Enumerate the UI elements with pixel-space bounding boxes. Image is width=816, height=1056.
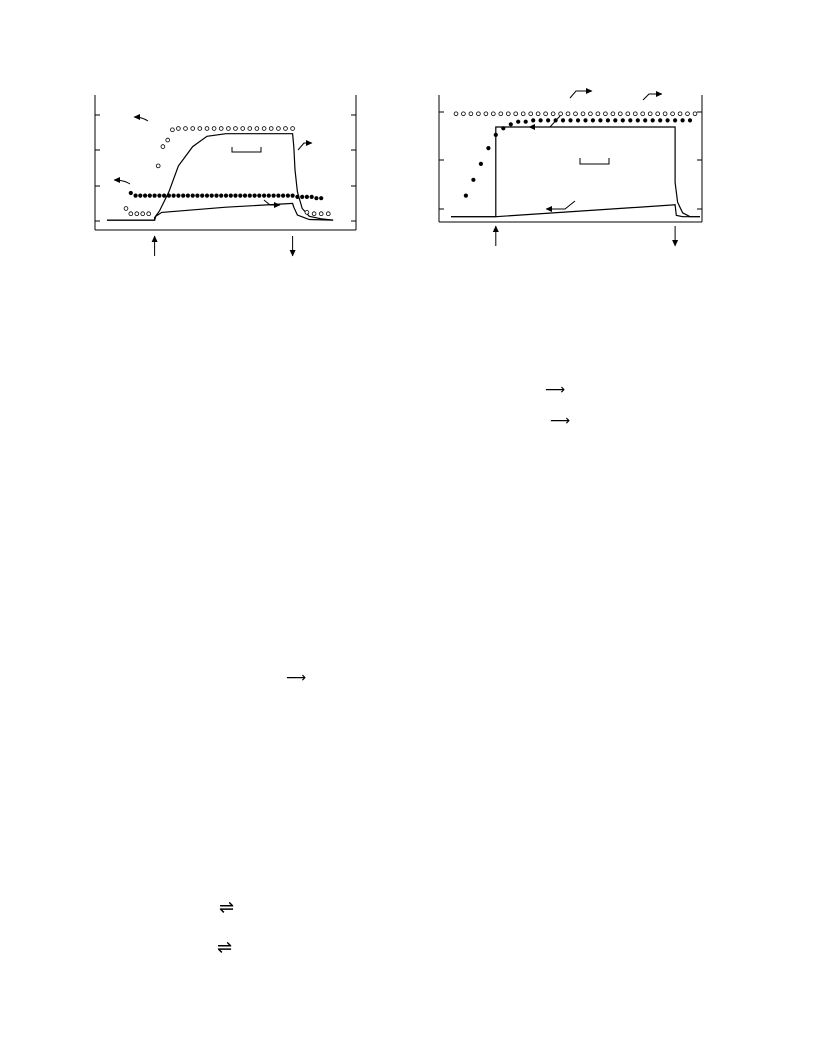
left-panel-filled-dot-point <box>267 194 271 198</box>
left-panel-open-circle-point <box>198 127 202 131</box>
left-panel-filled-dot-point <box>281 194 285 198</box>
right-panel-filled-dot-point <box>494 133 498 137</box>
left-panel-open-circle-point <box>284 127 288 131</box>
right-panel-filled-dot-point <box>606 118 610 122</box>
left-panel-filled-dot-point <box>253 194 257 198</box>
right-panel-left-ticks <box>439 112 444 209</box>
left-panel-filled-dot-point <box>295 195 299 199</box>
right-panel-filled-dot-point <box>651 118 655 122</box>
left-panel-open-circle-point <box>305 211 309 215</box>
right-panel-open-circle-point <box>604 112 608 116</box>
right-panel-filled-dot-point <box>688 118 692 122</box>
left-panel-filled-dot-point <box>243 194 247 198</box>
left-panel-filled-dot-point <box>138 194 142 198</box>
right-panel-open-circle-point <box>656 112 660 116</box>
right-panel-filled-dot-point <box>531 118 535 122</box>
left-panel-filled-dot-point <box>305 195 309 199</box>
right-panel-open-circle-point <box>641 112 645 116</box>
left-panel-open-circle-point <box>156 164 160 168</box>
right-panel-open-circle-point <box>618 112 622 116</box>
left-panel-open-circle-point <box>212 127 216 131</box>
right-panel-open-circle-point <box>469 112 473 116</box>
left-panel-open-circle-point <box>191 127 195 131</box>
left-panel-filled-dot-point <box>238 194 242 198</box>
right-panel-filled-dot-point <box>561 118 565 122</box>
left-panel-filled-dot-point <box>205 194 209 198</box>
left-panel-filled-dot-point <box>200 194 204 198</box>
right-panel-open-series-leader <box>570 91 592 98</box>
equilibrium-arrows-icon: ⇌ <box>217 937 233 958</box>
right-panel-filled-dot-point <box>673 118 677 122</box>
equilibrium-arrows-icon: ⇌ <box>219 897 235 918</box>
right-panel-filled-dot-point <box>598 118 602 122</box>
left-panel-open-circle-point <box>219 127 223 131</box>
right-panel-filled-dot-point <box>666 118 670 122</box>
inline-right-arrow-icon: ⟶ <box>286 670 307 686</box>
left-panel-open-circle-point <box>171 128 175 132</box>
left-panel-filled-dot-point <box>176 194 180 198</box>
left-panel-filled-dot-point <box>276 194 280 198</box>
left-panel-open-circle-point <box>234 127 238 131</box>
left-panel-filled-dot-point <box>195 194 199 198</box>
right-panel-filled-dot-point <box>486 146 490 150</box>
right-panel-open-circle-point <box>484 112 488 116</box>
left-panel-large-trace-leader <box>298 143 312 150</box>
right-panel-open-circle-point <box>693 112 697 116</box>
left-panel-open-series-leader <box>134 117 148 121</box>
right-panel-scale-bar <box>580 158 609 164</box>
right-panel-filled-dot-point <box>479 162 483 166</box>
right-panel-open-circle-point <box>626 112 630 116</box>
left-panel-open-circle-point <box>319 212 323 216</box>
right-panel-filled-dot-point <box>658 118 662 122</box>
right-panel-open-circle-point <box>462 112 466 116</box>
left-panel-open-circle-point <box>291 127 295 131</box>
left-panel-left-ticks <box>95 115 100 221</box>
left-panel-open-circle-point <box>184 127 188 131</box>
left-panel-open-circle-point <box>124 207 128 211</box>
right-panel-open-circle-point <box>686 112 690 116</box>
left-panel-filled-dot-point <box>214 194 218 198</box>
right-panel-open-circle-point <box>477 112 481 116</box>
left-panel-filled-dot-point <box>181 194 185 198</box>
right-panel-open-circle-point <box>611 112 615 116</box>
right-panel-filled-dot-point <box>546 118 550 122</box>
right-panel-open-circle-point <box>648 112 652 116</box>
right-panel-open-circle-point <box>671 112 675 116</box>
left-panel-open-circle-point <box>326 212 330 216</box>
left-panel-filled-dot-point <box>167 194 171 198</box>
right-panel-filled-dot-point <box>583 118 587 122</box>
left-panel-open-circle-point <box>262 127 266 131</box>
inline-right-arrow-icon: ⟶ <box>550 413 571 429</box>
left-panel-filled-dot-point <box>172 194 176 198</box>
left-panel-open-circle-point <box>248 127 252 131</box>
left-panel-filled-dot-point <box>191 194 195 198</box>
left-panel-filled-dot-point <box>148 194 152 198</box>
left-panel-filled-dot-point <box>257 194 261 198</box>
left-panel-filled-dot-point <box>210 194 214 198</box>
right-panel-right-ticks <box>697 112 702 209</box>
right-panel-filled-dot-point <box>554 118 558 122</box>
right-panel-ramp-trace <box>451 205 700 217</box>
right-panel-filled-dot-point <box>568 118 572 122</box>
right-panel-open-circle-point <box>596 112 600 116</box>
left-panel-open-circle-point <box>255 127 259 131</box>
right-panel-filled-dot-point <box>471 178 475 182</box>
right-panel-open-circle-point <box>491 112 495 116</box>
right-panel-filled-series-leader <box>643 94 662 100</box>
left-panel-filled-dot-point <box>291 194 295 198</box>
left-panel-open-circle-point <box>269 127 273 131</box>
left-panel-filled-series-leader <box>114 180 130 184</box>
left-panel-filled-dot-point <box>319 196 323 200</box>
right-panel-open-circle-point <box>454 112 458 116</box>
left-panel-filled-dot-point <box>314 196 318 200</box>
right-panel-open-circle-point <box>566 112 570 116</box>
left-panel-open-circle-point <box>166 138 170 142</box>
right-panel-filled-dot-point <box>621 118 625 122</box>
right-panel-filled-dot-point <box>501 126 505 130</box>
left-panel-open-circle-point <box>147 212 151 216</box>
left-panel-open-circle-point <box>277 127 281 131</box>
left-panel-filled-dot-point <box>286 194 290 198</box>
left-panel-filled-dot-point <box>143 194 147 198</box>
left-panel-filled-dot-point <box>153 194 157 198</box>
right-panel-filled-dot-point <box>636 118 640 122</box>
right-panel-filled-dot-point <box>613 118 617 122</box>
left-panel-filled-dot-point <box>229 194 233 198</box>
right-panel-open-circle-point <box>529 112 533 116</box>
left-panel-right-ticks <box>351 115 356 221</box>
left-panel-filled-dot-point <box>224 194 228 198</box>
left-panel-scale-bar <box>232 147 261 152</box>
left-panel-open-circle-point <box>227 127 231 131</box>
right-panel-filled-dot-point <box>591 118 595 122</box>
right-panel-filled-dot-point <box>464 194 468 198</box>
right-panel-plot-area <box>451 112 700 246</box>
right-panel-open-circle-point <box>521 112 525 116</box>
left-panel-filled-dot-point <box>262 194 266 198</box>
right-panel-large-trace <box>451 127 700 217</box>
right-panel-filled-dot-point <box>628 118 632 122</box>
right-panel-filled-dot-point <box>509 122 513 126</box>
right-panel-open-circle-point <box>663 112 667 116</box>
right-panel-open-circle-point <box>499 112 503 116</box>
left-panel-plot-area <box>107 127 333 256</box>
left-panel-filled-dot-point <box>162 194 166 198</box>
left-panel-open-circle-point <box>241 127 245 131</box>
left-panel-filled-dot-point <box>233 194 237 198</box>
left-panel-filled-dot-point <box>272 194 276 198</box>
left-panel-filled-dot-point <box>129 191 133 195</box>
right-panel-filled-dot-point <box>516 120 520 124</box>
left-panel-open-circle-point <box>129 212 133 216</box>
right-panel-open-circle-point <box>574 112 578 116</box>
right-panel-open-circle-point <box>536 112 540 116</box>
right-panel-filled-dot-point <box>576 118 580 122</box>
right-panel <box>439 91 702 246</box>
left-panel-open-circle-point <box>177 127 181 131</box>
left-panel-filled-dot-point <box>134 194 138 198</box>
left-panel-open-circle-point <box>161 145 165 149</box>
left-panel-open-circle-point <box>135 212 139 216</box>
right-panel-open-circle-point <box>551 112 555 116</box>
right-panel-filled-dot-point <box>539 118 543 122</box>
right-panel-open-circle-point <box>589 112 593 116</box>
left-panel <box>95 95 356 256</box>
right-panel-ramp-trace-leader <box>546 201 575 209</box>
right-panel-filled-dot-point <box>524 120 528 124</box>
left-panel-filled-dot-point <box>248 194 252 198</box>
left-panel-open-circle-point <box>205 127 209 131</box>
left-panel-open-circle-point <box>312 212 316 216</box>
right-panel-open-circle-point <box>506 112 510 116</box>
right-panel-open-circle-point <box>514 112 518 116</box>
right-panel-filled-dot-point <box>681 118 685 122</box>
right-panel-filled-dot-point <box>643 118 647 122</box>
left-panel-open-circle-point <box>141 212 145 216</box>
left-panel-filled-dot-point <box>157 194 161 198</box>
left-panel-filled-dot-point <box>219 194 223 198</box>
left-panel-filled-dot-point <box>310 195 314 199</box>
right-panel-open-circle-point <box>581 112 585 116</box>
left-panel-filled-dot-point <box>300 195 304 199</box>
left-panel-filled-dot-point <box>186 194 190 198</box>
left-panel-ramp-trace <box>107 203 333 220</box>
right-panel-open-circle-point <box>559 112 563 116</box>
right-panel-open-circle-point <box>633 112 637 116</box>
inline-right-arrow-icon: ⟶ <box>545 382 566 398</box>
right-panel-open-circle-point <box>544 112 548 116</box>
right-panel-open-circle-point <box>678 112 682 116</box>
